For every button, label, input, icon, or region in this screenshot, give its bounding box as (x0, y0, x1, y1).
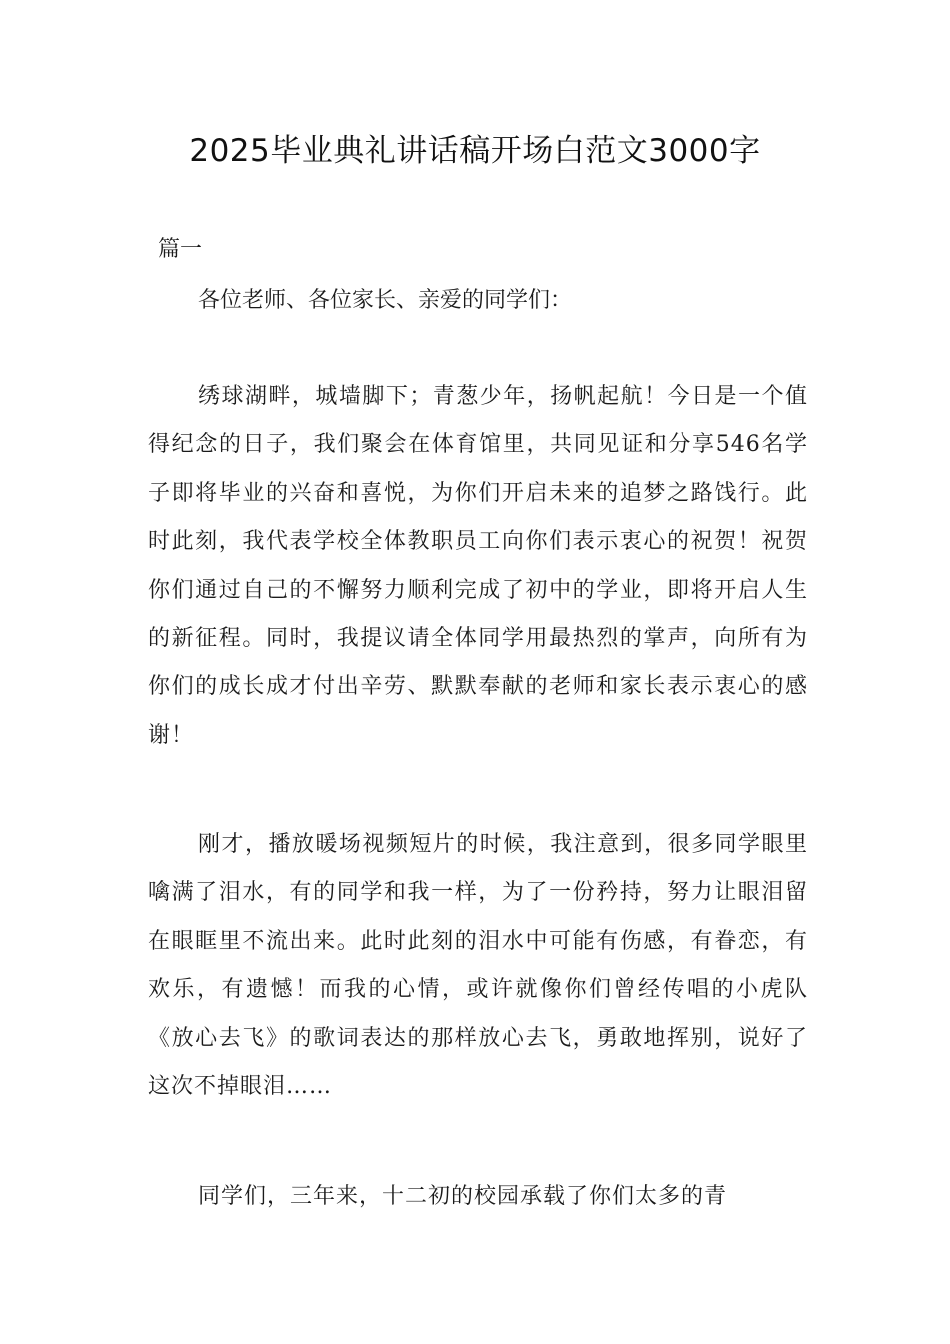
body-paragraph: 同学们，三年来，十二初的校园承载了你们太多的青 (198, 1184, 728, 1209)
body-paragraph: 刚才，播放暖场视频短片的时候，我注意到，很多同学眼里噙满了泪水，有的同学和我一样，为了一份矜持，努力让眼泪留在眼眶里不流出来。此时此刻的泪水中可能有伤感，有眷恋，有欢乐，有遗憾！而我的心情，或许就像你们曾经传唱的小虎队《放心去飞》的歌词表达的那样放心去飞，勇敢地挥别，说好了这次不掉眼泪…… (148, 832, 808, 1100)
body-paragraph: 绣球湖畔，城墙脚下；青葱少年，扬帆起航！今日是一个值得纪念的日子，我们聚会在体育馆里，共同见证和分享546名学子即将毕业的兴奋和喜悦，为你们开启未来的追梦之路饯行。此时此刻，我代表学校全体教职员工向你们表示衷心的祝贺！祝贺你们通过自己的不懈努力顺利完成了初中的学业，即将开启人生的新征程。同时，我提议请全体同学用最热烈的掌声，向所有为你们的成长成才付出辛劳、默默奉献的老师和家长表示衷心的感谢！ (148, 384, 808, 748)
greeting-line: 各位老师、各位家长、亲爱的同学们： (198, 288, 573, 313)
section-label: 篇一 (158, 237, 203, 262)
document-title: 2025毕业典礼讲话稿开场白范文3000字 (189, 133, 761, 169)
